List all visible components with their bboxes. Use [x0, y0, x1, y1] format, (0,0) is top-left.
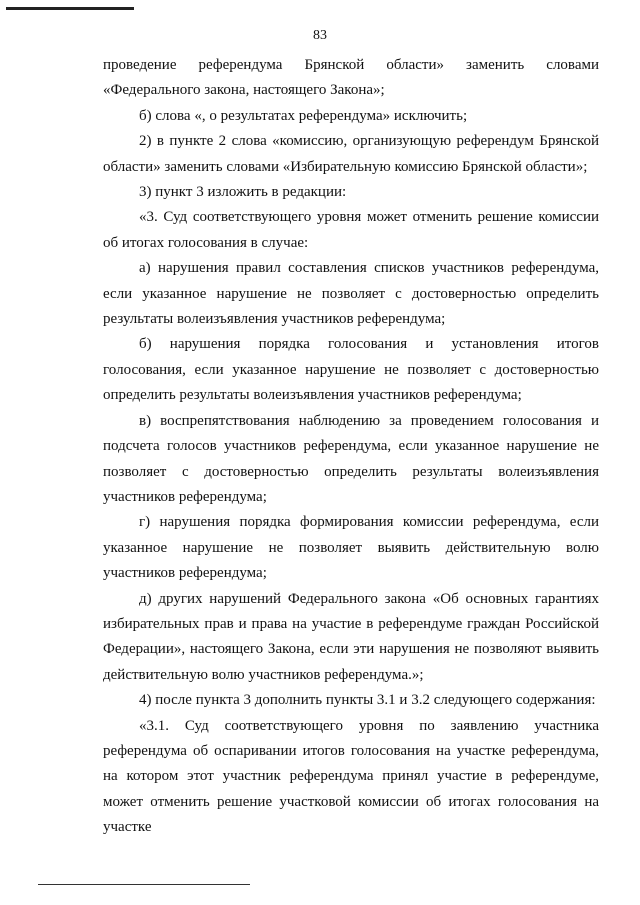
- paragraph: д) других нарушений Федерального закона «Об основных гарантиях избирательных прав и права на участие в референдуме граждан Российской Федерации», настоящего Закона, если эти нарушения не позволяют выявить действительную волю участников референдума.»;: [103, 590, 599, 683]
- paragraph: «3.1. Суд соответствующего уровня по заявлению участника референдума об оспаривании итогов голосования на участке референдума, на котором этот участник референдума принял участие в референдуме, может отменить решение участковой комиссии об итогах голосования на участке: [103, 717, 599, 836]
- scan-artifact-bottom-line: [38, 884, 250, 885]
- paragraph: 4) после пункта 3 дополнить пункты 3.1 и 3.2 следующего содержания:: [139, 692, 596, 709]
- paragraph: в) воспрепятствования наблюдению за проведением голосования и подсчета голосов участников референдума, если указанное нарушение не позволяет с достоверностью определить результаты волеизъявления участников референдума;: [103, 412, 599, 505]
- paragraph: б) слова «, о результатах референдума» исключить;: [139, 107, 468, 124]
- page-number: 83: [313, 28, 327, 43]
- paragraph: б) нарушения порядка голосования и установления итогов голосования, если указанное нарушение не позволяет с достоверностью определить результаты волеизъявления участников референдума;: [103, 336, 599, 404]
- paragraph: «3. Суд соответствующего уровня может отменить решение комиссии об итогах голосования в случае:: [103, 209, 599, 251]
- scan-artifact-top-line: [6, 7, 134, 10]
- paragraph: 2) в пункте 2 слова «комиссию, организующую референдум Брянской области» заменить словами «Избирательную комиссию Брянской области»;: [103, 133, 599, 175]
- document-body: [103, 53, 599, 841]
- paragraph: 3) пункт 3 изложить в редакции:: [139, 184, 347, 201]
- paragraph: проведение референдума Брянской области» заменить словами «Федерального закона, настоящего Закона»;: [103, 57, 599, 99]
- paragraph: г) нарушения порядка формирования комиссии референдума, если указанное нарушение не позволяет выявить действительную волю участников референдума;: [103, 514, 599, 582]
- paragraph: а) нарушения правил составления списков участников референдума, если указанное нарушение не позволяет с достоверностью определить результаты волеизъявления участников референдума;: [103, 260, 599, 328]
